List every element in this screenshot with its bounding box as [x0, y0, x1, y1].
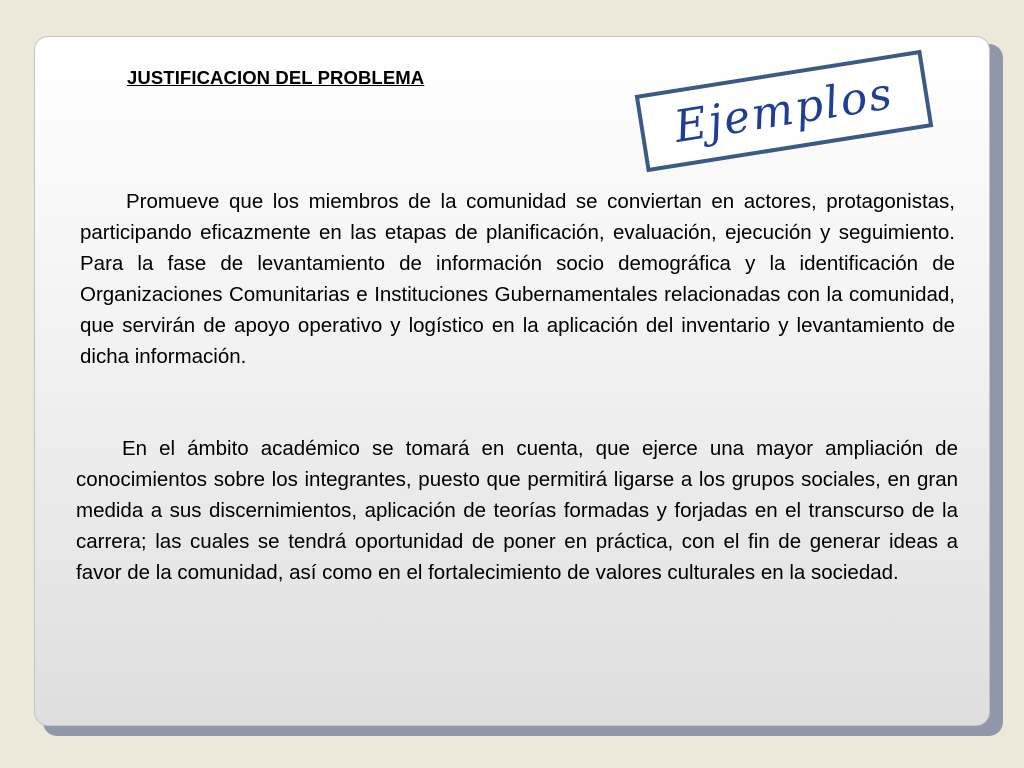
ejemplos-stamp-label: Ejemplos	[670, 68, 897, 153]
justification-paragraph-1: Promueve que los miembros de la comunidad se conviertan en actores, protagonistas, participando eficazmente en las etapas de planificación, evaluación, ejecución y seguimiento. Para la fase de levantamiento de información socio demográfica y la identificación de Organizaciones Comunitarias e Instituciones Gubernamentales relacionadas con la comunidad, que servirán de apoyo operativo y logístico en la aplicación del inventario y levantamiento de dicha información.	[80, 190, 955, 368]
ejemplos-stamp	[635, 50, 934, 172]
slide-card	[34, 36, 990, 726]
slide-title: JUSTIFICACION DEL PROBLEMA	[127, 67, 425, 88]
justification-paragraph-2: En el ámbito académico se tomará en cuenta, que ejerce una mayor ampliación de conocimientos sobre los integrantes, puesto que permitirá ligarse a los grupos sociales, en gran medida a sus discernimientos, aplicación de teorías formadas y forjadas en el transcurso de la carrera; las cuales se tendrá oportunidad de poner en práctica, con el fin de generar ideas a favor de la comunidad, así como en el fortalecimiento de valores culturales en la sociedad.	[76, 437, 958, 584]
